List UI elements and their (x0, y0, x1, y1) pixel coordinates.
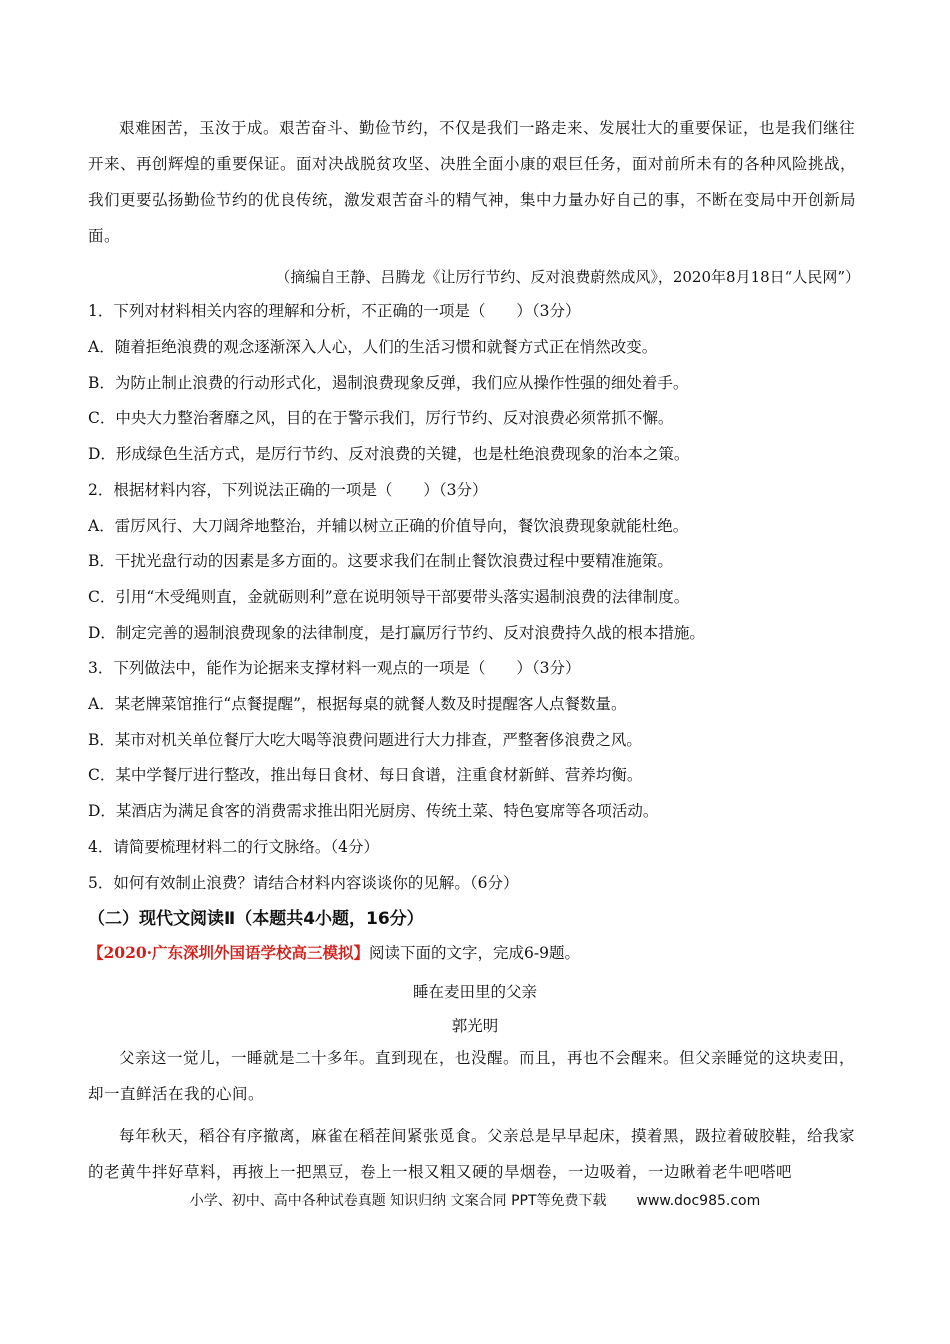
question-1-option-b: B．为防止制止浪费的行动形式化，遏制浪费现象反弹，我们应从操作性强的细处着手。 (88, 374, 689, 392)
question-2-stem: 2．根据材料内容，下列说法正确的一项是（ ）（3分） (88, 481, 488, 499)
exam-intro (88, 942, 580, 964)
story-title: 睡在麦田里的父亲 (412, 983, 537, 1001)
question-2-option-c: C．引用“木受绳则直，金就砺则利”意在说明领导干部要带头落实遏制浪费的法律制度。 (88, 588, 690, 606)
story-paragraph-1: 父亲这一觉儿，一睡就是二十多年。直到现在，也没醒。而且，再也不会醒来。但父亲睡觉的这块麦田，却一直鲜活在我的心间。 (88, 1049, 856, 1103)
question-1-option-c: C．中央大力整治奢靡之风，目的在于警示我们，厉行节约、反对浪费必须常抓不懈。 (88, 409, 674, 427)
question-3-option-b: B．某市对机关单位餐厅大吃大喝等浪费问题进行大力排查，严整奢侈浪费之风。 (88, 731, 642, 749)
question-2-option-d: D．制定完善的遏制浪费现象的法律制度，是打赢厉行节约、反对浪费持久战的根本措施。 (88, 624, 705, 642)
question-1-option-a: A．随着拒绝浪费的观念逐渐深入人心，人们的生活习惯和就餐方式正在悄然改变。 (88, 338, 658, 356)
question-2-option-b: B．干扰光盘行动的因素是多方面的。这要求我们在制止餐饮浪费过程中要精准施策。 (88, 552, 673, 570)
footer-text: 小学、初中、高中各种试卷真题 知识归纳 文案合同 PPT等免费下载 (189, 1193, 607, 1209)
story-paragraph-2: 每年秋天，稻谷有序撤离，麻雀在稻茬间紧张觅食。父亲总是早早起床，摸着黑，趿拉着破胶鞋，给我家的老黄牛拌好草料，再掖上一把黑豆，卷上一根又粗又硬的旱烟卷，一边吸着，一边瞅着老牛吧嗒吧 (88, 1127, 856, 1181)
question-1-stem: 1．下列对材料相关内容的理解和分析，不正确的一项是（ ）（3分） (88, 302, 581, 320)
passage-paragraph: 艰难困苦，玉汝于成。艰苦奋斗、勤俭节约，不仅是我们一路走来、发展壮大的重要保证，也是我们继往开来、再创辉煌的重要保证。面对决战脱贫攻坚、决胜全面小康的艰巨任务，面对前所未有的各种风险挑战，我们更要弘扬勤俭节约的优良传统，激发艰苦奋斗的精气神，集中力量办好自己的事，不断在变局中开创新局面。 (88, 119, 857, 245)
section-heading: （二）现代文阅读Ⅱ（本题共4小题，16分） (88, 909, 424, 929)
question-3-stem: 3．下列做法中，能作为论据来支撑材料一观点的一项是（ ）（3分） (88, 659, 581, 677)
question-3-option-d: D．某酒店为满足食客的消费需求推出阳光厨房、传统土菜、特色宴席等各项活动。 (88, 802, 659, 820)
question-3-option-c: C．某中学餐厅进行整改，推出每日食材、每日食谱，注重食材新鲜、营养均衡。 (88, 766, 643, 784)
question-1-option-d: D．形成绿色生活方式，是厉行节约、反对浪费的关键，也是杜绝浪费现象的治本之策。 (88, 445, 690, 463)
exam-source-tag: 【2020·广东深圳外国语学校高三模拟】 (88, 943, 370, 962)
page-footer (0, 1190, 950, 1210)
story-author: 郭光明 (451, 1017, 499, 1035)
exam-instruction: 阅读下面的文字，完成6-9题。 (369, 944, 581, 962)
footer-url[interactable]: www.doc985.com (636, 1193, 761, 1209)
question-2-option-a: A．雷厉风行、大刀阔斧地整治，并辅以树立正确的价值导向，餐饮浪费现象就能杜绝。 (88, 517, 689, 535)
passage-source: （摘编自王静、吕腾龙《让厉行节约、反对浪费蔚然成风》，2020年8月18日“人民网”） (275, 268, 860, 286)
question-5: 5．如何有效制止浪费？请结合材料内容谈谈你的见解。（6分） (88, 874, 519, 892)
question-3-option-a: A．某老牌菜馆推行“点餐提醒”，根据每桌的就餐人数及时提醒客人点餐数量。 (88, 695, 627, 713)
question-4: 4．请简要梳理材料二的行文脉络。（4分） (88, 838, 379, 856)
